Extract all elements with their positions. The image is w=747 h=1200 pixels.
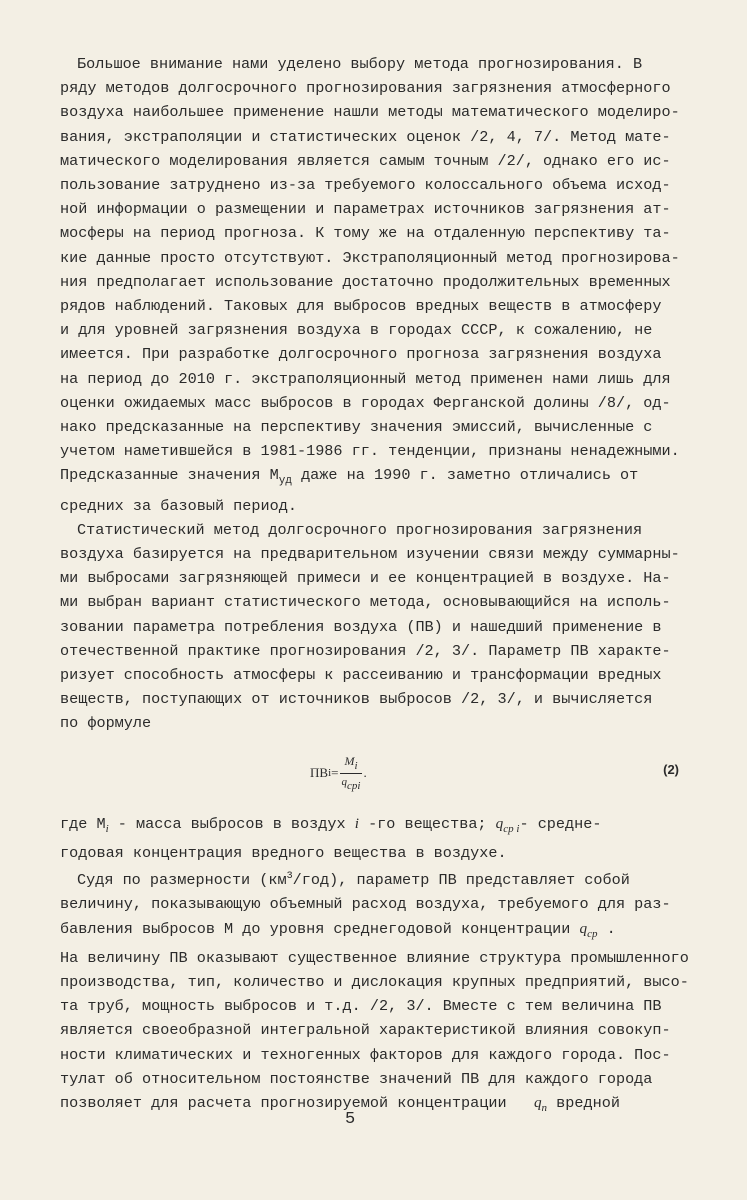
superscript: 3 <box>286 871 293 883</box>
paragraph-1 <box>60 52 689 518</box>
text-line: и для уровней загрязнения воздуха в городах СССР, к сожалению, не <box>60 321 653 340</box>
text-fragment: -го вещества; <box>358 814 496 833</box>
text-line: нако предсказанные на перспективу значения эмиссий, вычисленные с <box>60 418 653 437</box>
italic-symbol: i <box>354 814 359 832</box>
page-number: 5 <box>345 1110 356 1129</box>
paragraph-3 <box>60 865 689 1120</box>
subscript: уд <box>278 475 292 488</box>
text-line: величину, показывающую объемный расход воздуха, требуемого для раз- <box>60 895 671 914</box>
text-line: ряду методов долгосрочного прогнозирования загрязнения атмосферного <box>60 79 671 98</box>
text-fragment: вредной <box>547 1093 620 1112</box>
text-line: учетом наметившейся в 1981-1986 гг. тенденции, признаны ненадежными. <box>60 442 680 461</box>
text-line: ми выбран вариант статистического метода, основывающийся на исполь- <box>60 593 671 612</box>
text-line: ми выбросами загрязняющей примеси и ее концентрацией в воздухе. На- <box>60 569 671 588</box>
text-fragment: . <box>597 919 616 938</box>
numerator-text: M <box>344 753 355 768</box>
text-line: рядов наблюдений. Таковых для выбросов вредных веществ в атмосферу <box>60 297 662 316</box>
italic-symbol: q <box>579 919 588 937</box>
text-line: веществ, поступающих от источников выбросов /2, 3/, и вычисляется <box>60 690 653 709</box>
text-line: Статистический метод долгосрочного прогнозирования загрязнения <box>77 520 643 539</box>
formula-lhs-sub: i <box>328 766 332 779</box>
text-fragment: где M <box>60 814 106 833</box>
text-line: зовании параметра потребления воздуха (ПВ) и нашедший применение в <box>60 617 662 636</box>
text-line: оценки ожидаемых масс выбросов в городах Ферганской долины /8/, од- <box>60 393 671 412</box>
subscript: cp i <box>503 822 520 835</box>
numerator-sub: i <box>354 759 358 772</box>
text-line: на период до 2010 г. экстраполяционный метод применен нами лишь для <box>60 369 671 388</box>
text-line: ной информации о размещении и параметрах источников загрязнения ат- <box>60 200 671 219</box>
text-line <box>60 463 689 493</box>
text-line: пользование затруднено из-за требуемого колоссального объема исход- <box>60 176 671 195</box>
text-line <box>60 865 689 892</box>
text-line: средних за базовый период. <box>60 496 297 515</box>
italic-symbol: q <box>495 814 504 832</box>
text-line: мосферы на период прогноза. К тому же на отдаленную перспективу та- <box>60 224 671 243</box>
text-line: На величину ПВ оказывают существенное влияние структура промышленного <box>60 948 689 967</box>
equation-number: (2) <box>663 761 679 777</box>
denominator-text: q <box>341 775 348 788</box>
subscript: cp <box>587 927 598 940</box>
formula-equals: = <box>331 764 339 780</box>
denominator-sub: cpi <box>347 779 361 792</box>
text-line: вания, экстраполяции и статистических оценок /2, 4, 7/. Метод мате- <box>60 127 671 146</box>
text-line: Большое внимание нами уделено выбору метода прогнозирования. В <box>77 55 643 73</box>
text-line <box>60 917 689 946</box>
text-line <box>60 1091 689 1120</box>
formula-lhs: ПВ <box>310 764 329 780</box>
text-fragment: даже на 1990 г. заметно отличались от <box>291 466 639 485</box>
text-fragment: - средне- <box>519 814 602 833</box>
paragraph-2 <box>60 518 689 736</box>
text-fragment: позволяет для расчета прогнозируемой концентрации <box>60 1093 507 1112</box>
text-fragment: Предсказанные значения M <box>60 466 279 485</box>
text-line: является своеобразной интегральной характеристикой влияния совокуп- <box>60 1021 671 1040</box>
text-line <box>60 812 689 841</box>
text-line: тулат об относительном постоянстве значений ПВ для каждого города <box>60 1069 653 1088</box>
text-line: отечественной практике прогнозирования /2, 3/. Параметр ПВ характе- <box>60 641 671 660</box>
text-fragment: /год), параметр ПВ представляет собой <box>292 871 630 890</box>
text-line: воздуха базируется на предварительном изучении связи между суммарны- <box>60 545 680 564</box>
text-line: производства, тип, количество и дислокация крупных предприятий, высо- <box>60 972 689 991</box>
formula-2 <box>60 742 689 802</box>
text-fragment: - масса выбросов в воздух <box>108 814 355 833</box>
text-line: та труб, мощность выбросов и т.д. /2, 3/. Вместе с тем величина ПВ <box>60 997 662 1016</box>
text-line: ности климатических и техногенных факторов для каждого города. Пос- <box>60 1045 671 1064</box>
formula-trailing: . <box>363 764 367 780</box>
italic-symbol: q <box>533 1093 542 1111</box>
subscript: i <box>105 822 109 835</box>
text-fragment: Судя по размерности (км <box>77 871 287 890</box>
text-line: по формуле <box>60 714 152 733</box>
formula-fraction <box>340 754 361 792</box>
formula-numerator <box>340 754 361 774</box>
text-line: имеется. При разработке долгосрочного прогноза загрязнения воздуха <box>60 345 662 364</box>
text-line: кие данные просто отсутствуют. Экстраполяционный метод прогнозирова- <box>60 248 680 267</box>
text-line: годовая концентрация вредного вещества в воздухе. <box>60 843 507 862</box>
text-fragment: бавления выбросов M до уровня среднегодовой концентрации <box>60 919 571 938</box>
subscript: п <box>541 1101 548 1114</box>
text-line: воздуха наибольшее применение нашли методы математического моделиро- <box>60 103 680 122</box>
formula-denominator <box>342 774 361 792</box>
where-clause <box>60 812 689 865</box>
text-line: ризует способность атмосферы к рассеиванию и трансформации вредных <box>60 666 662 685</box>
text-line: матического моделирования является самым точным /2/, однако его ис- <box>60 151 671 170</box>
formula-body <box>310 754 367 792</box>
text-line: ния предполагает использование достаточно продолжительных временных <box>60 272 671 291</box>
